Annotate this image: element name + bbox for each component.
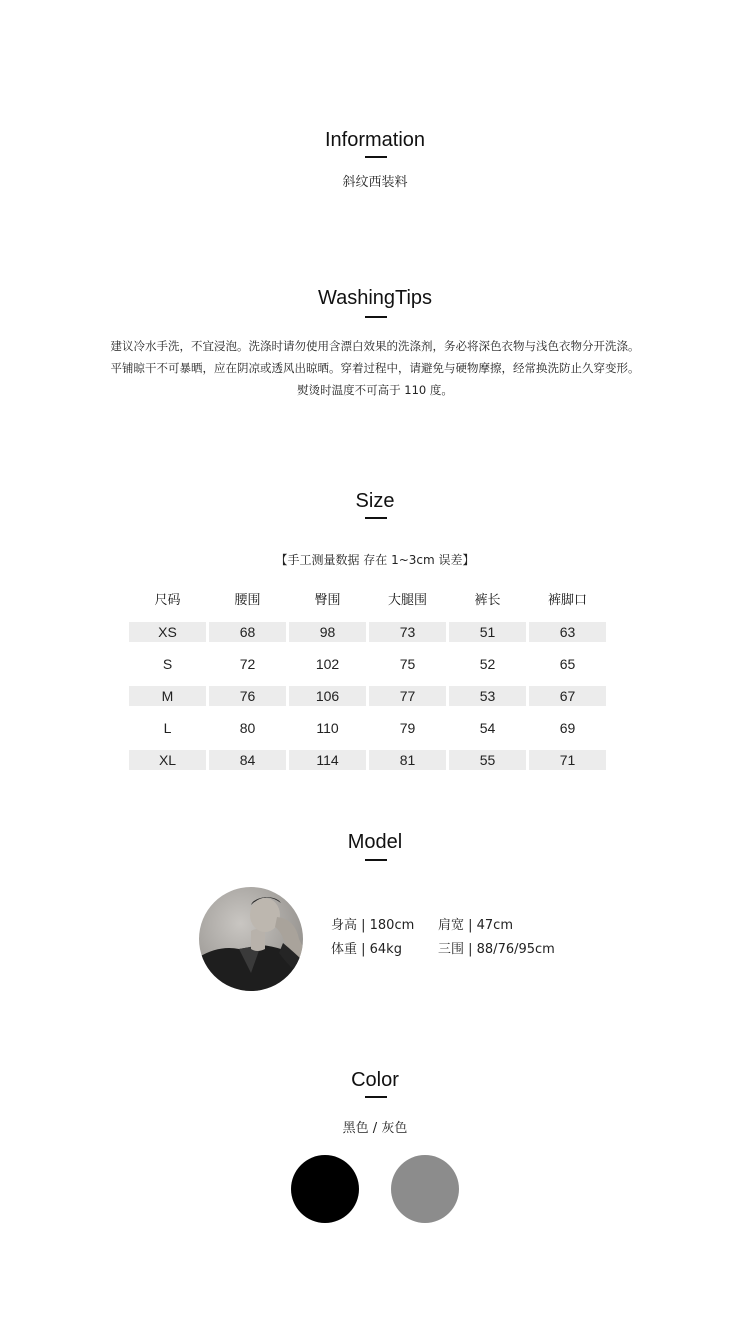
column-header: 大腿围 — [387, 591, 427, 607]
washing-tip-line: 平铺晾干不可暴晒，应在阴凉或透风出晾晒。穿着过程中，请避免与硬物摩擦，经常换洗防止久穿变形。 — [110, 361, 640, 375]
size-table-header — [129, 586, 606, 610]
information-heading: Information — [324, 129, 426, 151]
size-table — [126, 586, 609, 770]
table-cell: 67 — [529, 686, 606, 706]
color-names: 黑色 / 灰色 — [342, 1121, 408, 1136]
table-cell: 84 — [209, 750, 286, 770]
model-measurements: 三围 | 88/76/95cm — [438, 942, 555, 957]
washing-tips-heading: WashingTips — [317, 287, 433, 309]
table-cell: 53 — [449, 686, 526, 706]
size-note: 【手工测量数据 存在 1~3cm 误差】 — [275, 553, 475, 567]
table-cell: S — [162, 656, 173, 672]
table-row — [129, 654, 606, 674]
table-row — [129, 718, 606, 738]
table-row — [129, 622, 606, 642]
table-cell: 114 — [289, 750, 366, 770]
model-avatar — [199, 887, 303, 991]
table-row — [129, 750, 606, 770]
column-header: 臀围 — [314, 591, 341, 607]
table-cell: 55 — [449, 750, 526, 770]
model-shoulder: 肩宽 | 47cm — [438, 918, 513, 933]
column-header: 腰围 — [234, 591, 261, 607]
washing-tip-line: 熨烫时温度不可高于 110 度。 — [297, 383, 453, 397]
size-underline — [365, 517, 387, 519]
table-cell: M — [129, 686, 206, 706]
table-cell: 81 — [369, 750, 446, 770]
column-header: 裤脚口 — [547, 591, 587, 607]
table-cell: XL — [129, 750, 206, 770]
table-cell: 63 — [529, 622, 606, 642]
table-cell: 102 — [315, 656, 340, 672]
information-underline — [365, 156, 387, 158]
washing-tips-underline — [365, 316, 387, 318]
table-cell: 110 — [316, 720, 339, 736]
table-cell: 51 — [449, 622, 526, 642]
table-cell: 98 — [289, 622, 366, 642]
table-cell: 76 — [209, 686, 286, 706]
table-cell: 73 — [369, 622, 446, 642]
model-photo — [199, 887, 303, 991]
table-cell: 106 — [289, 686, 366, 706]
gray-swatch — [391, 1155, 459, 1223]
black-swatch — [291, 1155, 359, 1223]
model-height: 身高 | 180cm — [331, 918, 415, 933]
table-cell: 68 — [209, 622, 286, 642]
table-cell: 80 — [239, 720, 256, 736]
washing-tip-line: 建议冷水手洗，不宜浸泡。洗涤时请勿使用含漂白效果的洗涤剂，务必将深色衣物与浅色衣物分开洗涤。 — [110, 339, 640, 353]
size-heading: Size — [355, 490, 395, 512]
table-cell: 54 — [479, 720, 496, 736]
column-header: 尺码 — [154, 591, 181, 607]
color-heading: Color — [351, 1069, 399, 1091]
model-underline — [365, 859, 387, 861]
table-cell: XS — [129, 622, 206, 642]
table-cell: 65 — [559, 656, 576, 672]
color-underline — [365, 1096, 387, 1098]
table-cell: L — [163, 720, 172, 736]
column-header: 裤长 — [474, 591, 501, 607]
table-cell: 77 — [369, 686, 446, 706]
model-heading: Model — [347, 831, 403, 853]
table-cell: 79 — [399, 720, 416, 736]
fabric-text: 斜纹西装料 — [342, 175, 408, 190]
table-cell: 52 — [479, 656, 496, 672]
model-weight: 体重 | 64kg — [331, 942, 402, 957]
table-cell: 75 — [399, 656, 416, 672]
table-cell: 71 — [529, 750, 606, 770]
table-cell: 69 — [559, 720, 576, 736]
washing-tips-text — [0, 335, 750, 401]
table-cell: 72 — [239, 656, 256, 672]
table-row — [129, 686, 606, 706]
